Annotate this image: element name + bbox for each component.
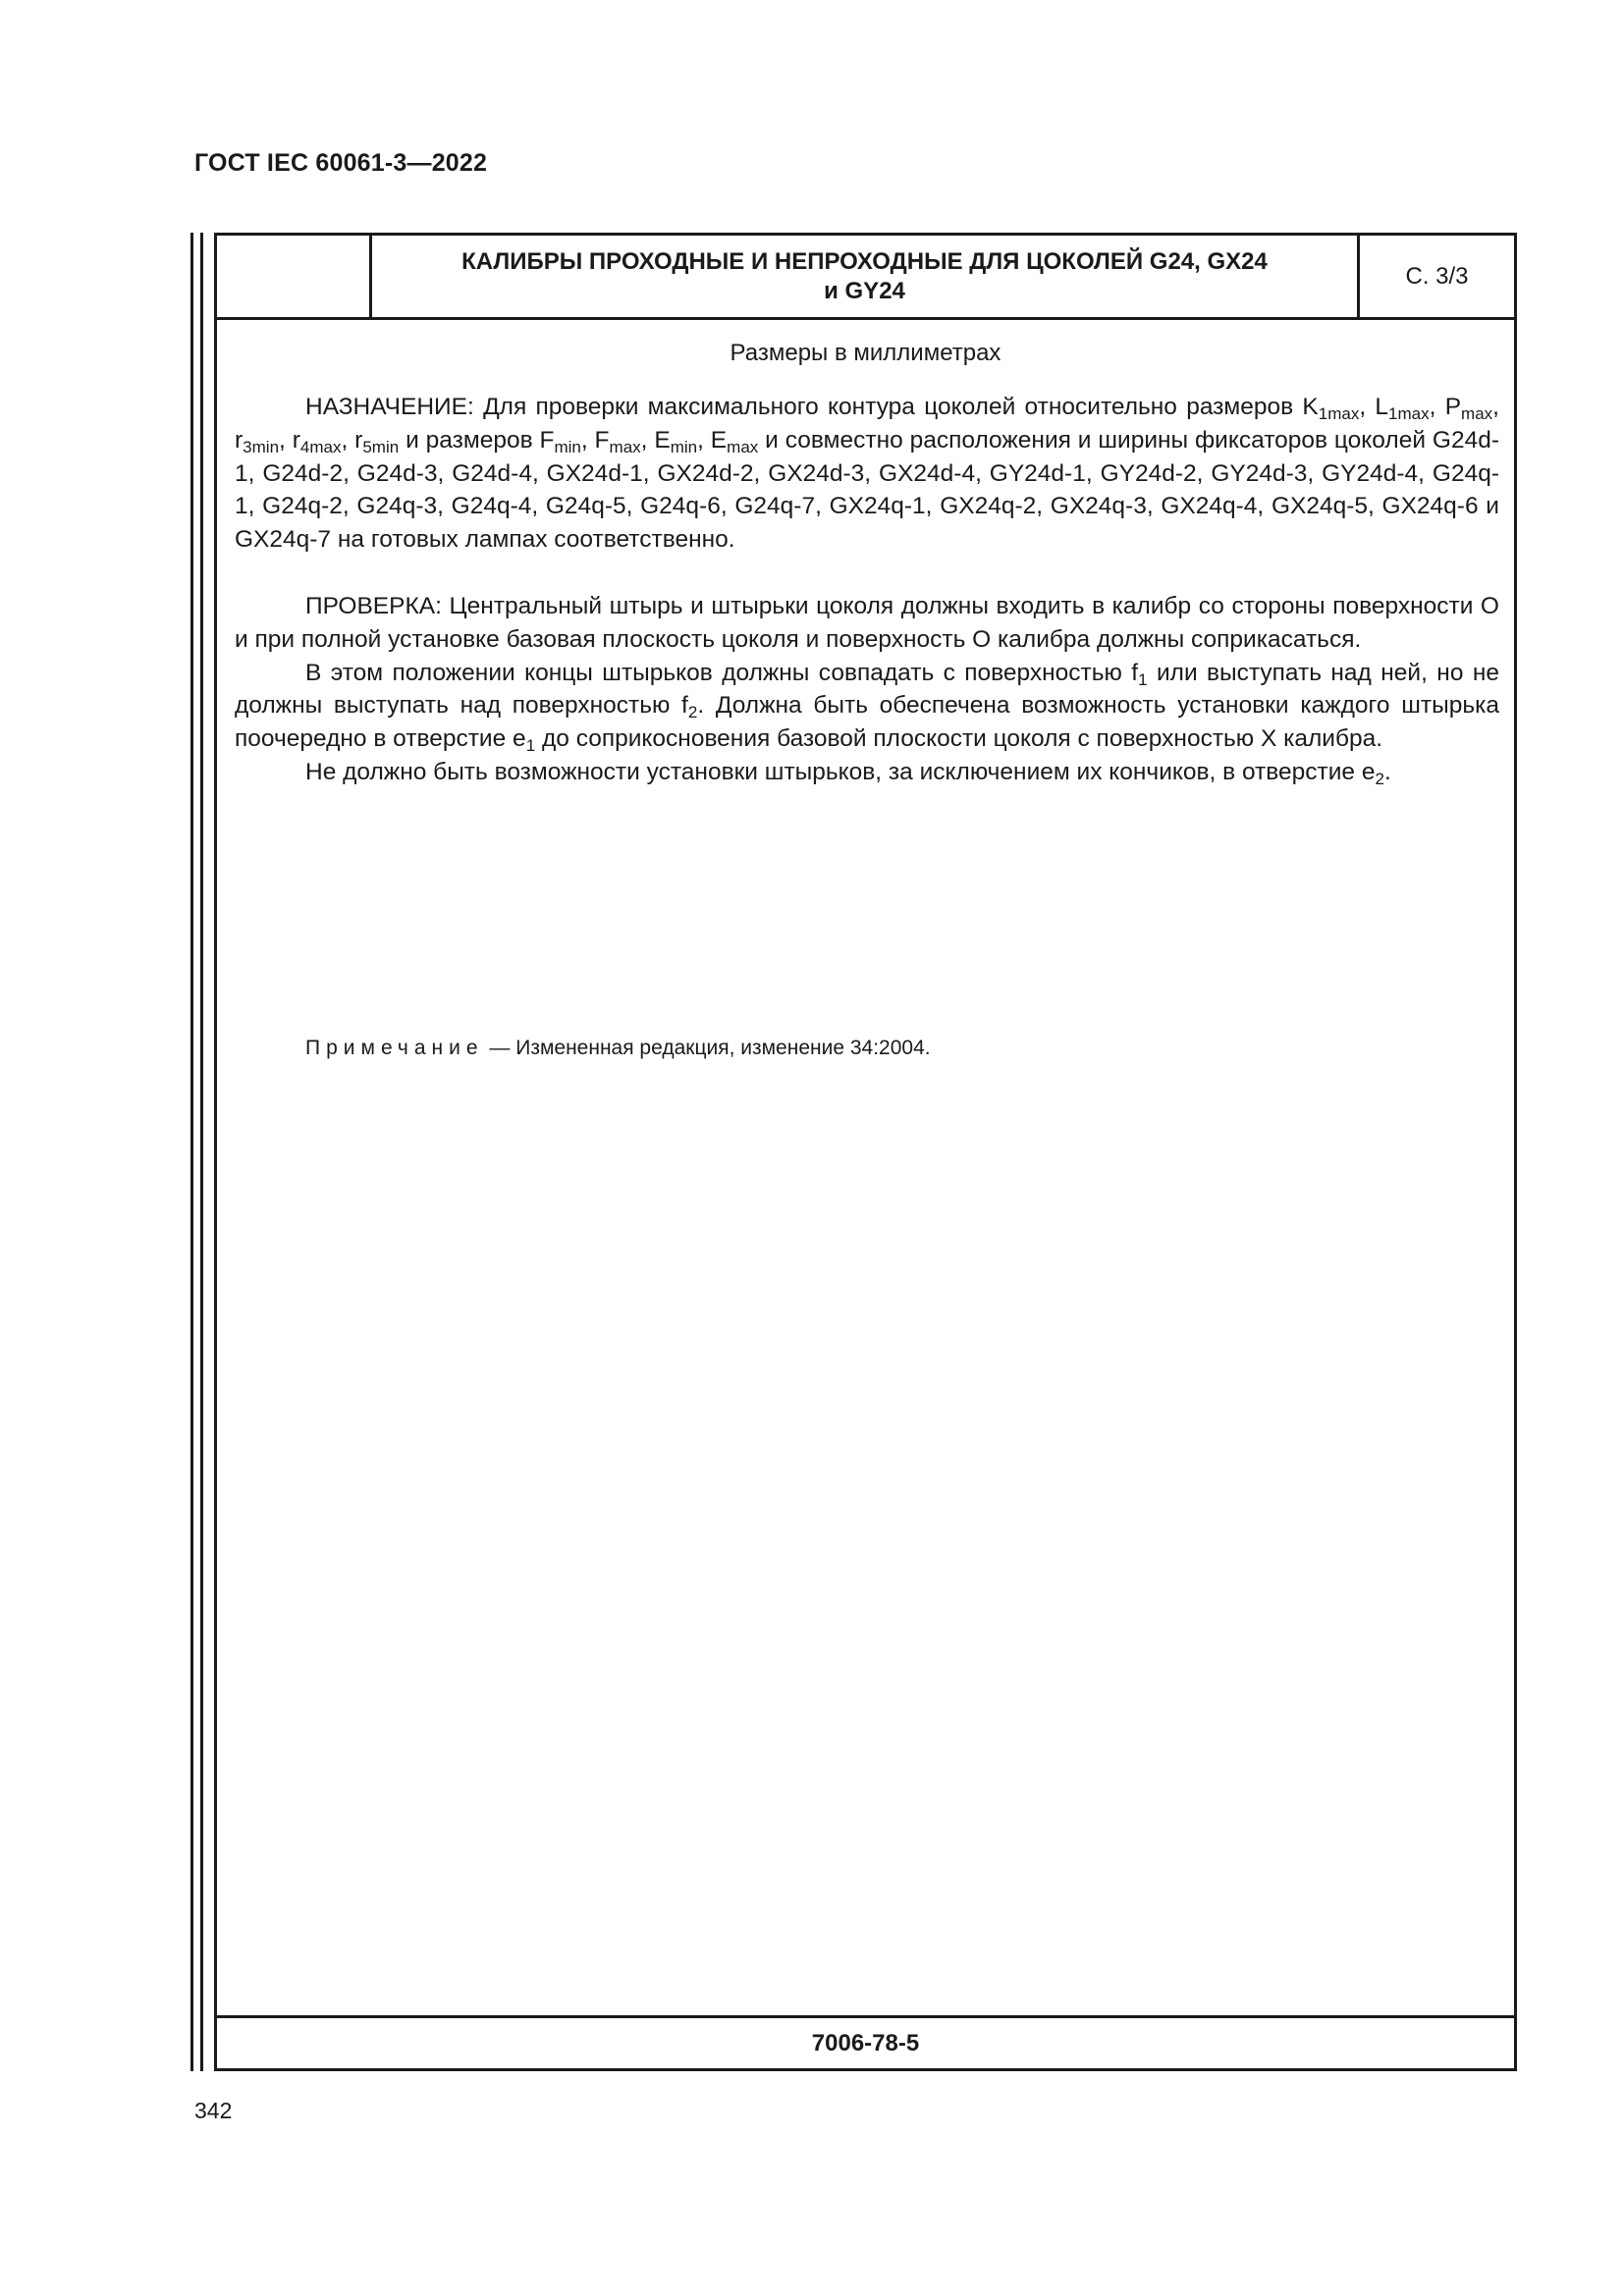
purpose-text: и совместно расположения и ширины фиксаторов цоколей G24d-1, G24d-2, G24d-3, G24d-4, GX24d-1, GX24d-2, GX24d-3, GX24d-4, GY24d-1, GY24d-2, GY24d-3, GY24d-4, G24q-1, G24q-2, G24q-3, G24q-4, G24q-5, G24q-6, G24q-7, GX24q-1, GX24q-2, GX24q-3, GX24q-4, GX24q-5, GX24q-6 и GX24q-7 на готовых лампах соответственно. — [235, 426, 1499, 554]
subscript: 1max — [1318, 404, 1360, 423]
sheet-title-line1: КАЛИБРЫ ПРОХОДНЫЕ И НЕПРОХОДНЫЕ ДЛЯ ЦОКОЛЕЙ G24, GX24 — [461, 247, 1268, 275]
sheet-title — [372, 236, 1360, 317]
purpose-paragraph — [235, 391, 1499, 557]
note-label: Примечание — [305, 1037, 484, 1059]
check-text: . Должна быть обеспечена возможность установки каждого штырька поочередно в отверстие e — [235, 692, 1499, 753]
check-paragraph-pins — [235, 657, 1499, 756]
purpose-text: , r — [341, 426, 363, 454]
sheet-title-line2: и GY24 — [824, 277, 905, 304]
subscript: 1 — [525, 736, 536, 756]
subscript: 2 — [687, 703, 698, 722]
check-text: или выступать над ней, но не должны выступать над поверхностью f — [235, 659, 1499, 720]
check-text: Не должно быть возможности установки штырьков, за исключением их кончиков, в отверстие e — [305, 758, 1376, 785]
subscript: 4max — [299, 437, 342, 456]
check-paragraph-tips — [235, 756, 1499, 789]
title-block — [217, 236, 1514, 320]
subscript: 1max — [1388, 404, 1430, 423]
check-text: В этом положении концы штырьков должны совпадать с поверхностью f — [305, 659, 1139, 686]
subscript: min — [670, 437, 698, 456]
purpose-text: , E — [640, 426, 671, 454]
subscript: 3min — [243, 437, 280, 456]
check-text: до соприкосновения базовой плоскости цоколя с поверхностью X калибра. — [535, 725, 1383, 753]
subscript: max — [727, 437, 759, 456]
sheet-page-ref: С. 3/3 — [1405, 262, 1469, 290]
purpose-text: и размеров F — [399, 426, 555, 454]
sheet-body — [235, 391, 1499, 789]
purpose-text: , L — [1359, 394, 1389, 420]
check-text: . — [1383, 758, 1391, 785]
purpose-text: , P — [1429, 394, 1462, 420]
frame-left-rule-outer — [190, 233, 193, 2071]
note — [305, 1037, 931, 1060]
subscript: max — [1461, 404, 1493, 423]
check-paragraph: ПРОВЕРКА: Центральный штырь и штырьки цоколя должны входить в калибр со стороны поверхности O и при полной установке базовая плоскость цоколя и поверхность O калибра должны соприкасаться. — [235, 592, 1499, 653]
subscript: min — [554, 437, 581, 456]
subscript: 1 — [1138, 669, 1148, 689]
purpose-text: , E — [697, 426, 728, 454]
page-number: 342 — [194, 2098, 233, 2123]
purpose-text: , F — [580, 426, 610, 454]
title-block-empty-cell — [217, 236, 372, 317]
sheet-frame — [214, 233, 1517, 2071]
frame-left-rule-inner — [200, 233, 203, 2071]
sheet-code: 7006-78-5 — [217, 2015, 1514, 2068]
subscript: max — [609, 437, 641, 456]
purpose-text: , r — [235, 394, 1499, 454]
document-code: ГОСТ IEC 60061-3—2022 — [194, 149, 488, 177]
subscript: 5min — [362, 437, 400, 456]
dimensions-note: Размеры в миллиметрах — [730, 340, 1001, 366]
subscript: 2 — [1375, 769, 1384, 788]
purpose-text: , r — [279, 426, 300, 454]
note-text: — Измененная редакция, изменение 34:2004. — [483, 1037, 931, 1059]
purpose-text: НАЗНАЧЕНИЕ: Для проверки максимального контура цоколей относительно размеров K — [305, 394, 1319, 420]
